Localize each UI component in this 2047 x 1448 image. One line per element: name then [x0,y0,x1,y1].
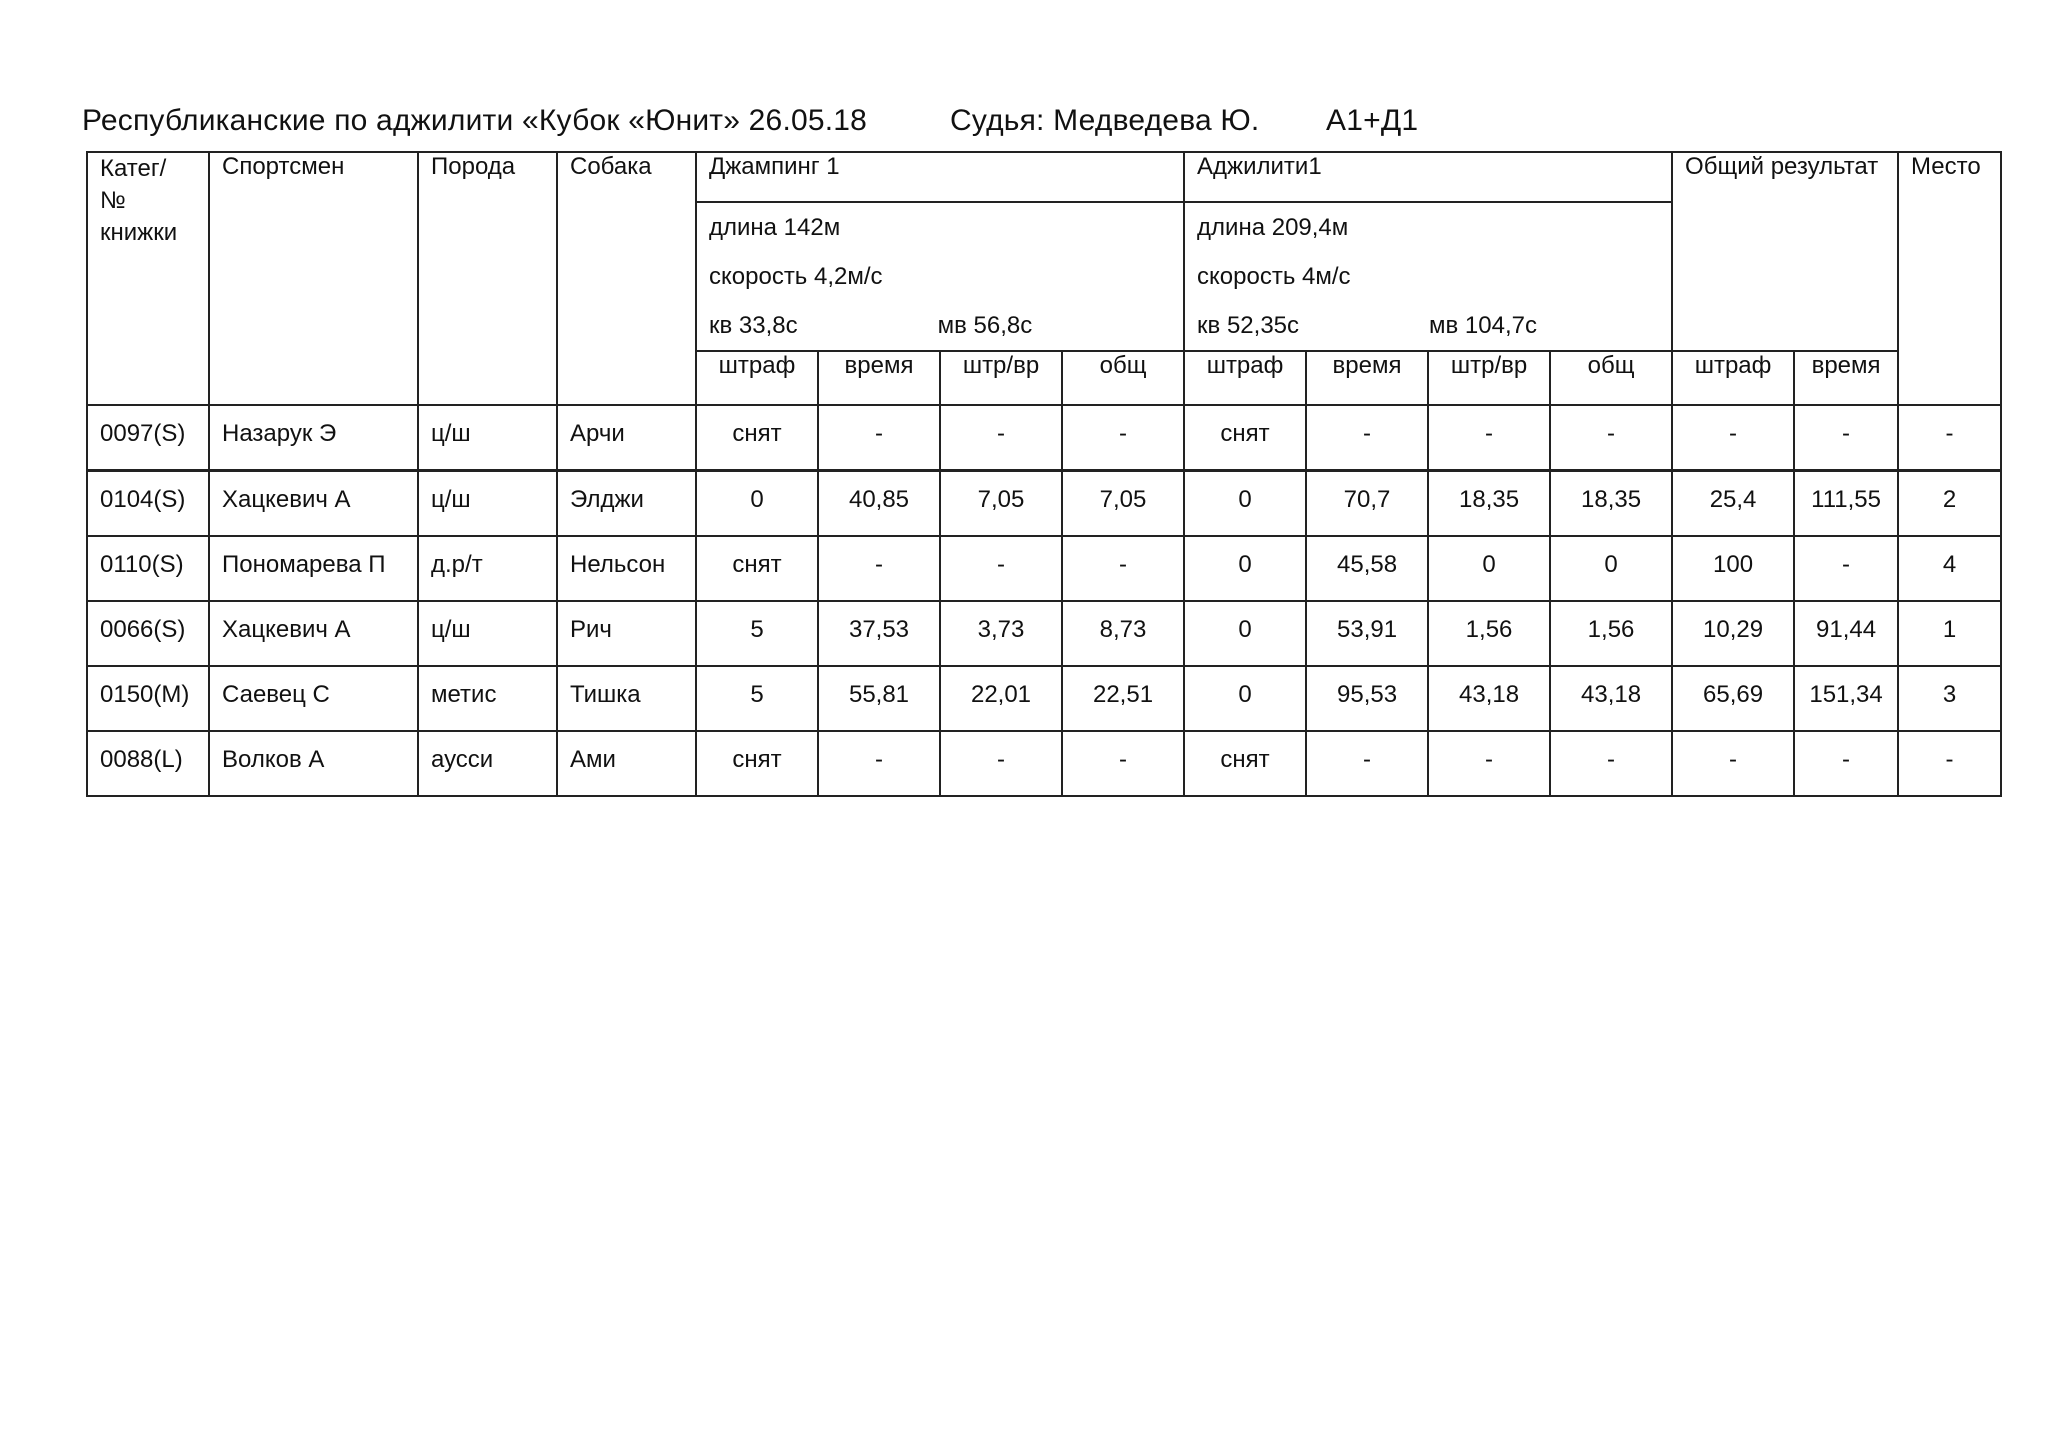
cell-category: 0066(S) [87,601,209,666]
cell-total-penalty: 100 [1672,536,1794,601]
agility-course-info [1184,202,1672,351]
table-row [87,405,2001,471]
header-agility: Аджилити1 [1184,152,1672,202]
jumping-kv: кв 33,8с [709,312,798,339]
cell-athlete: Волков А [209,731,418,796]
cell-total-time: 151,34 [1794,666,1898,731]
cell-dog: Арчи [557,405,696,471]
class-label: А1+Д1 [1326,104,1419,137]
cell-total-penalty: 65,69 [1672,666,1794,731]
sub-header-jumping-penalty: штраф [696,351,818,405]
cell-agility-sum: - [1550,731,1672,796]
cell-place: - [1898,731,2001,796]
jumping-speed: скорость 4,2м/с [709,263,883,290]
agility-kv: кв 52,35с [1197,312,1300,339]
cell-breed: метис [418,666,557,731]
cell-agility-sum: 18,35 [1550,471,1672,537]
sub-header-total-penalty: штраф [1672,351,1794,405]
cell-jumping-penalty: снят [696,536,818,601]
competition-title: Республиканские по аджилити «Кубок «Юнит» 26.05.18 [82,104,868,137]
cell-jumping-sum: 8,73 [1062,601,1184,666]
cell-breed: ц/ш [418,405,557,471]
cell-jumping-penalty: снят [696,731,818,796]
table-row [87,536,2001,601]
judge-name: Судья: Медведева Ю. [950,104,1260,137]
cell-jumping-time: - [818,405,940,471]
cell-agility-time: - [1306,731,1428,796]
cell-agility-time: 45,58 [1306,536,1428,601]
cell-jumping-time: 37,53 [818,601,940,666]
jumping-mv: мв 56,8с [937,312,1033,339]
cell-jumping-penalty: 5 [696,601,818,666]
cell-breed: аусси [418,731,557,796]
header-place: Место [1898,152,2001,405]
cell-total-time: - [1794,536,1898,601]
cell-agility-sum: 43,18 [1550,666,1672,731]
sub-header-agility-time: время [1306,351,1428,405]
results-table [86,151,2002,797]
cell-jumping-pen-time: - [940,405,1062,471]
cell-agility-pen-time: 0 [1428,536,1550,601]
cell-agility-penalty: 0 [1184,536,1306,601]
cell-breed: ц/ш [418,601,557,666]
cell-dog: Нельсон [557,536,696,601]
cell-total-penalty: 25,4 [1672,471,1794,537]
sub-header-jumping-pen-time: штр/вр [940,351,1062,405]
jumping-course-info [696,202,1184,351]
cell-total-time: - [1794,405,1898,471]
table-row [87,666,2001,731]
cell-total-time: 91,44 [1794,601,1898,666]
cell-agility-penalty: 0 [1184,666,1306,731]
cell-agility-pen-time: 1,56 [1428,601,1550,666]
cell-agility-sum: - [1550,405,1672,471]
cell-category: 0104(S) [87,471,209,537]
cell-athlete: Назарук Э [209,405,418,471]
cell-jumping-time: - [818,731,940,796]
cell-total-penalty: - [1672,405,1794,471]
cell-agility-time: 95,53 [1306,666,1428,731]
cell-breed: ц/ш [418,471,557,537]
cell-agility-time: 70,7 [1306,471,1428,537]
cell-athlete: Саевец С [209,666,418,731]
cell-jumping-time: 55,81 [818,666,940,731]
cell-category: 0110(S) [87,536,209,601]
cell-jumping-time: - [818,536,940,601]
cell-dog: Элджи [557,471,696,537]
cell-jumping-sum: 22,51 [1062,666,1184,731]
cell-jumping-sum: - [1062,536,1184,601]
cell-jumping-sum: 7,05 [1062,471,1184,537]
cell-agility-sum: 1,56 [1550,601,1672,666]
sub-header-jumping-sum: общ [1062,351,1184,405]
cell-agility-penalty: 0 [1184,471,1306,537]
table-row [87,471,2001,537]
agility-length: длина 209,4м [1197,214,1349,241]
cell-agility-penalty: снят [1184,405,1306,471]
header-total: Общий результат [1672,152,1898,351]
cell-dog: Рич [557,601,696,666]
cell-total-time: - [1794,731,1898,796]
agility-speed: скорость 4м/с [1197,263,1351,290]
cell-category: 0088(L) [87,731,209,796]
header-breed: Порода [418,152,557,405]
cell-jumping-pen-time: 22,01 [940,666,1062,731]
header-jumping: Джампинг 1 [696,152,1184,202]
cell-breed: д.р/т [418,536,557,601]
cell-jumping-penalty: 5 [696,666,818,731]
cell-dog: Тишка [557,666,696,731]
cell-total-penalty: 10,29 [1672,601,1794,666]
cell-athlete: Хацкевич А [209,471,418,537]
table-row [87,731,2001,796]
jumping-length: длина 142м [709,214,841,241]
cell-agility-penalty: 0 [1184,601,1306,666]
cell-dog: Ами [557,731,696,796]
document-title [82,104,1418,138]
cell-total-time: 111,55 [1794,471,1898,537]
sub-header-total-time: время [1794,351,1898,405]
cell-total-penalty: - [1672,731,1794,796]
header-category: Катег/ № книжки [87,152,209,405]
cell-jumping-pen-time: - [940,536,1062,601]
sub-header-agility-sum: общ [1550,351,1672,405]
header-athlete: Спортсмен [209,152,418,405]
sub-header-jumping-time: время [818,351,940,405]
cell-place: 1 [1898,601,2001,666]
cell-place: 3 [1898,666,2001,731]
cell-jumping-sum: - [1062,731,1184,796]
sub-header-agility-penalty: штраф [1184,351,1306,405]
cell-jumping-penalty: 0 [696,471,818,537]
cell-agility-pen-time: 43,18 [1428,666,1550,731]
cell-agility-pen-time: - [1428,731,1550,796]
cell-jumping-pen-time: - [940,731,1062,796]
cell-place: 2 [1898,471,2001,537]
header-dog: Собака [557,152,696,405]
cell-jumping-time: 40,85 [818,471,940,537]
cell-category: 0150(M) [87,666,209,731]
cell-agility-sum: 0 [1550,536,1672,601]
cell-jumping-pen-time: 7,05 [940,471,1062,537]
cell-agility-penalty: снят [1184,731,1306,796]
cell-agility-pen-time: 18,35 [1428,471,1550,537]
cell-athlete: Хацкевич А [209,601,418,666]
cell-agility-time: 53,91 [1306,601,1428,666]
cell-place: - [1898,405,2001,471]
cell-jumping-penalty: снят [696,405,818,471]
sub-header-agility-pen-time: штр/вр [1428,351,1550,405]
cell-category: 0097(S) [87,405,209,471]
cell-athlete: Пономарева П [209,536,418,601]
cell-place: 4 [1898,536,2001,601]
cell-agility-time: - [1306,405,1428,471]
table-row [87,601,2001,666]
agility-mv: мв 104,7с [1429,312,1537,339]
cell-jumping-sum: - [1062,405,1184,471]
cell-agility-pen-time: - [1428,405,1550,471]
cell-jumping-pen-time: 3,73 [940,601,1062,666]
